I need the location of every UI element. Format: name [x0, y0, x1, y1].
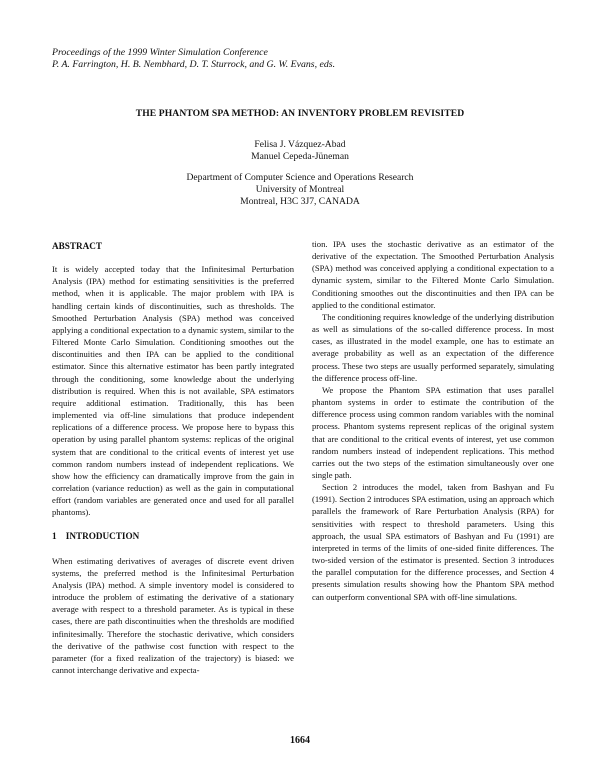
introduction-paragraph: The conditioning requires knowledge of the underlying distribution as well as simulations of the so-called difference process. In most cases, as illustrated in the model example, one has to estimate an average probability as well as an expectation of the difference process. These two steps are usually performed separately, simulating the difference process off-line. — [312, 311, 554, 383]
introduction-paragraph: tion. IPA uses the stochastic derivative as an estimator of the derivative of the expectation. The Smoothed Perturbation Analysis (SPA) method was conceived applying a conditional expectation to a dynamic system, similar to the Filtered Monte Carlo Simulation. Conditioning smoothes out the discontinuities and then IPA can be applied to the conditional estimator. — [312, 239, 554, 310]
proceedings-header — [52, 47, 552, 71]
page-number: 1664 — [290, 735, 310, 746]
author-name: Felisa J. Vázquez-Abad — [254, 139, 346, 150]
introduction-heading: 1 INTRODUCTION — [52, 531, 140, 542]
abstract-text: It is widely accepted today that the Infinitesimal Perturbation Analysis (IPA) method for estimating sensitivities is the preferred method, when it is applicable. The major problem with IPA is handling certain kinds of discontinuities, such as thresholds. The Smoothed Perturbation Analysis (SPA) method was conceived applying a conditional expectation to a dynamic system, similar to the Filtered Monte Carlo Simulation. Conditioning smoothes out the discontinuities and then IPA can be applied to the conditional estimator. Since this alternative estimator has been partly integrated through the conditioning, some knowledge about the underlying distribution is required. When this is not available, SPA estimators require additional estimation. Traditionally, this has been implemented via off-line simulations that produce independent replications of a difference process. We propose here to bypass this operation by using parallel phantom systems: replicas of the original system that are conditional to the critical events of interest yet use common random numbers instead of independent replications. We show how the efficiency can dramatically improve from the gain in correlation (variance reduction) as well as the gain in computational effort (random variables are generated once and used for all parallel phantoms). — [52, 264, 294, 518]
author-block — [40, 139, 560, 163]
paper-title: THE PHANTOM SPA METHOD: AN INVENTORY PROBLEM REVISITED — [135, 108, 465, 119]
introduction-paragraph: When estimating derivatives of averages of discrete event driven systems, the preferred method is the Infinitesimal Perturbation Analysis (IPA) method. A simple inventory model is considered to introduce the problem of estimating the derivative of a stationary average with respect to a threshold parameter. As is typical in these cases, there are path discontinuities when the thresholds are modified infinitesimally. Therefore the stochastic derivative, which considers the derivative of the pathwise cost function with respect to the parameter (for a fixed realization of the trajectory) is biased: we cannot interchange derivative and expecta- — [52, 555, 294, 675]
proceedings-line: Proceedings of the 1999 Winter Simulation Conference — [52, 47, 268, 58]
right-column — [312, 238, 554, 603]
affiliation-address: Montreal, H3C 3J7, CANADA — [240, 196, 360, 207]
introduction-paragraph: Section 2 introduces the model, taken from Bashyan and Fu (1991). Section 2 introduces SPA estimation, using an approach which parallels the framework of Rare Perturbation Analysis (RPA) for sensitivities with respect to threshold parameters. Using this approach, the usual SPA estimators of Bashyan and Fu (1991) are interpreted in terms of the limits of one-sided finite differences. The two-sided version of the estimator is presented. Section 3 introduces the parallel computation for the difference processes, and Section 4 presents simulation results showing how the Phantom SPA method can outperform conventional SPA with off-line simulations. — [312, 482, 554, 602]
abstract-heading: ABSTRACT — [52, 241, 103, 251]
affiliation-block — [40, 172, 560, 208]
introduction-paragraph: We propose the Phantom SPA estimation that uses parallel phantom systems in order to estimate the contribution of the difference process using common random variables with the nominal process. Phantom systems represent replicas of the original system that are conditional to the critical events of interest, yet use common random numbers instead of independent replications. This method carries out the two steps of the estimation simultaneously over one single path. — [312, 384, 554, 480]
affiliation-university: University of Montreal — [255, 184, 345, 195]
left-column — [52, 240, 294, 676]
editors-line: P. A. Farrington, H. B. Nembhard, D. T. Sturrock, and G. W. Evans, eds. — [52, 59, 336, 70]
affiliation-department: Department of Computer Science and Operations Research — [186, 172, 414, 183]
author-name: Manuel Cepeda-Jüneman — [251, 151, 349, 162]
